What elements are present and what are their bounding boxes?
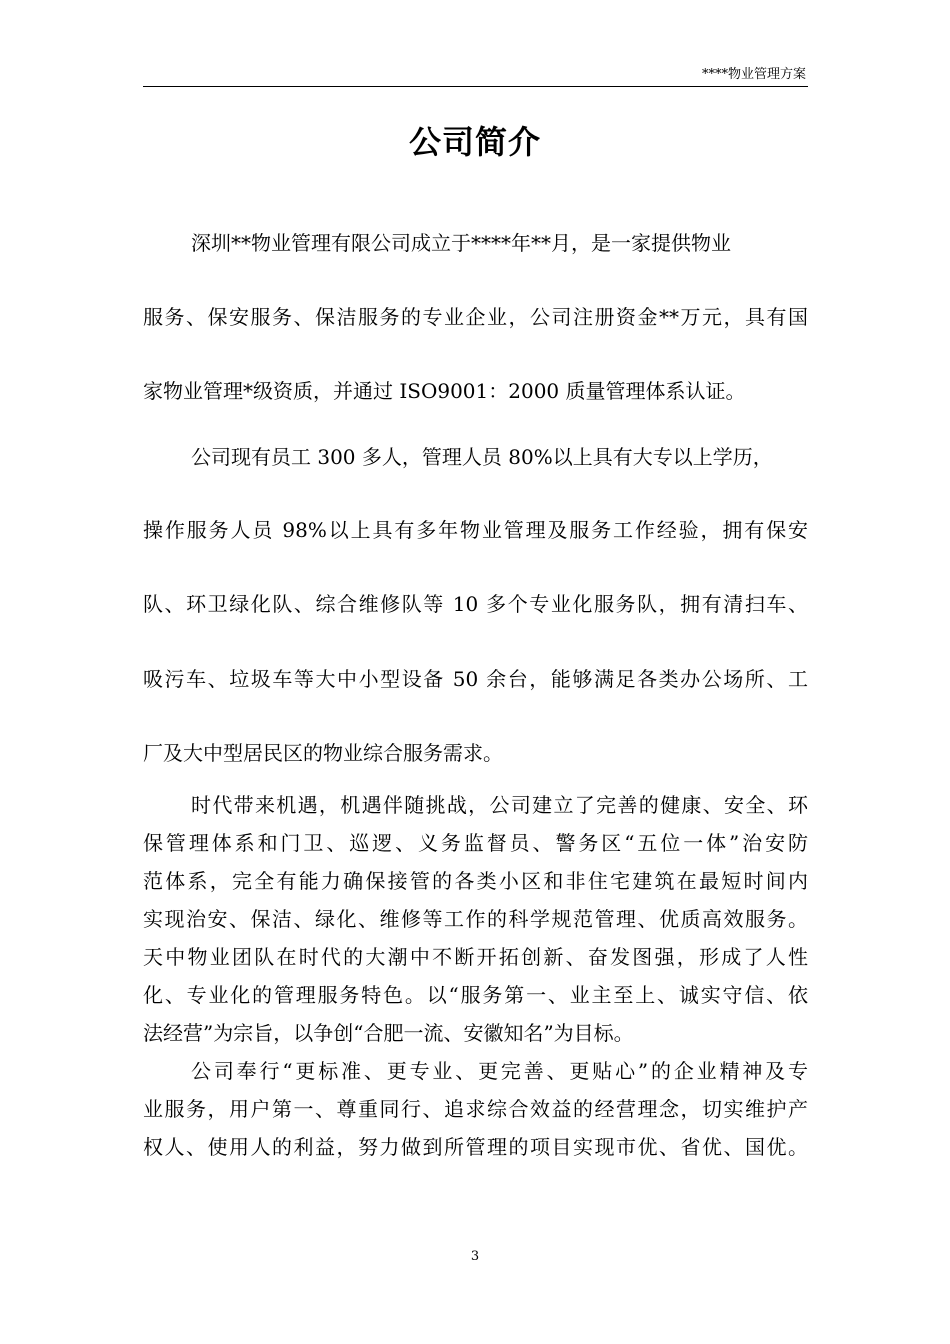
running-header: ****物业管理方案 xyxy=(701,67,806,82)
paragraph-line: 天中物业团队在时代的大潮中不断开拓创新、奋发图强，形成了人性 xyxy=(143,945,808,969)
paragraph-line: 家物业管理*级资质，并通过 ISO9001：2000 质量管理体系认证。 xyxy=(143,379,746,403)
paragraph-line: 服务、保安服务、保洁服务的专业企业，公司注册资金**万元，具有国 xyxy=(143,305,808,329)
paragraph-line: 业服务，用户第一、尊重同行、追求综合效益的经营理念，切实维护产 xyxy=(143,1097,808,1121)
paragraph-line: 公司现有员工 300 多人，管理人员 80%以上具有大专以上学历， xyxy=(191,445,773,469)
paragraph-line: 公司奉行“更标准、更专业、更完善、更贴心”的企业精神及专 xyxy=(191,1059,808,1083)
paragraph-line: 化、专业化的管理服务特色。以“服务第一、业主至上、诚实守信、依 xyxy=(143,983,808,1007)
paragraph-line: 实现治安、保洁、绿化、维修等工作的科学规范管理、优质高效服务。 xyxy=(143,907,808,931)
paragraph-line: 吸污车、垃圾车等大中小型设备 50 余台，能够满足各类办公场所、工 xyxy=(143,667,808,691)
paragraph-line: 范体系，完全有能力确保接管的各类小区和非住宅建筑在最短时间内 xyxy=(143,869,808,893)
paragraph-line: 厂及大中型居民区的物业综合服务需求。 xyxy=(143,741,503,765)
paragraph-line: 队、环卫绿化队、综合维修队等 10 多个专业化服务队，拥有清扫车、 xyxy=(143,592,808,616)
paragraph-line: 深圳**物业管理有限公司成立于****年**月，是一家提供物业 xyxy=(191,231,731,255)
header-divider xyxy=(143,86,808,87)
page-number: 3 xyxy=(470,1249,480,1264)
paragraph-line: 操作服务人员 98%以上具有多年物业管理及服务工作经验，拥有保安 xyxy=(143,518,808,542)
paragraph-line: 法经营”为宗旨，以争创“合肥一流、安徽知名”为目标。 xyxy=(143,1021,634,1045)
paragraph-line: 权人、使用人的利益，努力做到所管理的项目实现市优、省优、国优。 xyxy=(143,1135,808,1159)
paragraph-line: 保管理体系和门卫、巡逻、义务监督员、警务区“五位一体”治安防 xyxy=(143,831,808,855)
page-title: 公司简介 xyxy=(408,123,541,161)
paragraph-line: 时代带来机遇，机遇伴随挑战，公司建立了完善的健康、安全、环 xyxy=(191,793,808,817)
